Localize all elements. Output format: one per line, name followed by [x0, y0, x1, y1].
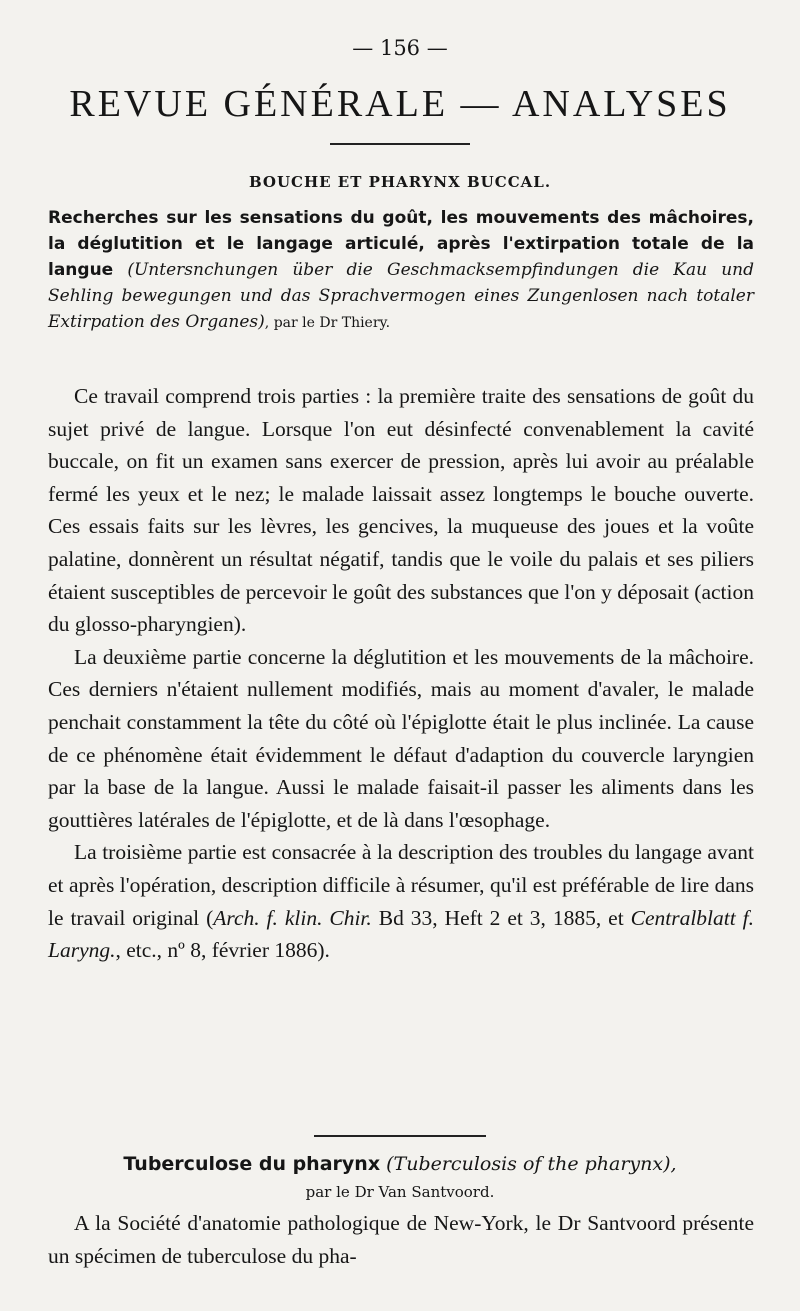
article1-paragraph-1: Ce travail comprend trois parties : la première traite des sensations de goût du sujet privé de langue. Lorsque l'on eut désinfecté convenablement la cavité buccale, on fit un examen sans exercer de pression, après lui avoir au préalable fermé les yeux et le nez; le malade laissait assez longtemps le bouche ouverte. Ces essais faits sur les lèvres, les gencives, la muqueuse des joues et la voûte palatine, donnèrent un résultat négatif, tandis que le voile du palais et ses piliers étaient susceptibles de percevoir le goût des substances que l'on y déposait (action du glosso-pharyngien).: [48, 384, 754, 637]
p3-mid: Bd 33, Heft 2 et 3, 1885, et: [371, 905, 631, 930]
section-heading: BOUCHE ET PHARYNX BUCCAL.: [248, 173, 552, 191]
article1-paragraph-3: [48, 836, 754, 966]
article1-title: Recherches sur les sensations du goût, les mouvements des mâchoires, la déglutition et le langage articulé, après l'extirpation totale de la langue: [48, 208, 754, 280]
article2-heading: [0, 1153, 800, 1175]
article1-author: , par le Dr Thiery.: [264, 315, 391, 331]
article1-paragraph-2: La deuxième partie concerne la déglutition et les mouvements de la mâchoire. Ces derniers n'étaient nullement modifiés, mais au moment d'avaler, le malade penchait constamment la tête du côté où l'épiglotte était le plus inclinée. La cause de ce phénomène était évidemment le défaut d'adaption du couvercle laryngien par la base de la langue. Aussi le malade faisait-il passer les aliments dans les gouttières latérales de l'épiglotte, et de là dans l'œsophage.: [48, 644, 754, 832]
p3-start: La troisième partie est consacrée à la description des troubles du langage avant et après l'opération, description difficile à résumer, qu'il est préférable de lire dans le travail original (: [48, 840, 754, 930]
article2-paragraph-1: A la Société d'anatomie pathologique de New-York, le Dr Santvoord présente un spécimen de tuberculose du pha-: [48, 1211, 754, 1268]
page-number: — 156 —: [352, 36, 448, 60]
article2-title: Tuberculose du pharynx: [123, 1153, 381, 1175]
title-divider: [330, 143, 470, 145]
article2-english-title: (Tuberculosis of the pharynx),: [386, 1153, 677, 1175]
article2-author: par le Dr Van Santvoord.: [305, 1183, 495, 1201]
page-title: REVUE GÉNÉRALE — ANALYSES: [69, 83, 731, 125]
p3-end: , etc., nº 8, février 1886).: [115, 938, 330, 963]
p3-reference-2: Centralblatt f. Laryng.: [48, 905, 755, 963]
article1-german-title: (Untersnchungen über die Geschmacksempfindungen die Kau und Sehling bewegungen und das Sprachvermogen eines Zungenlosen nach totaler Extirpation des Organes): [48, 260, 755, 332]
article1-body: [48, 380, 754, 967]
article-divider: [314, 1135, 486, 1137]
article2-body: [48, 1207, 754, 1272]
article1-heading: [48, 205, 754, 336]
p3-reference-1: Arch. f. klin. Chir.: [213, 905, 372, 930]
